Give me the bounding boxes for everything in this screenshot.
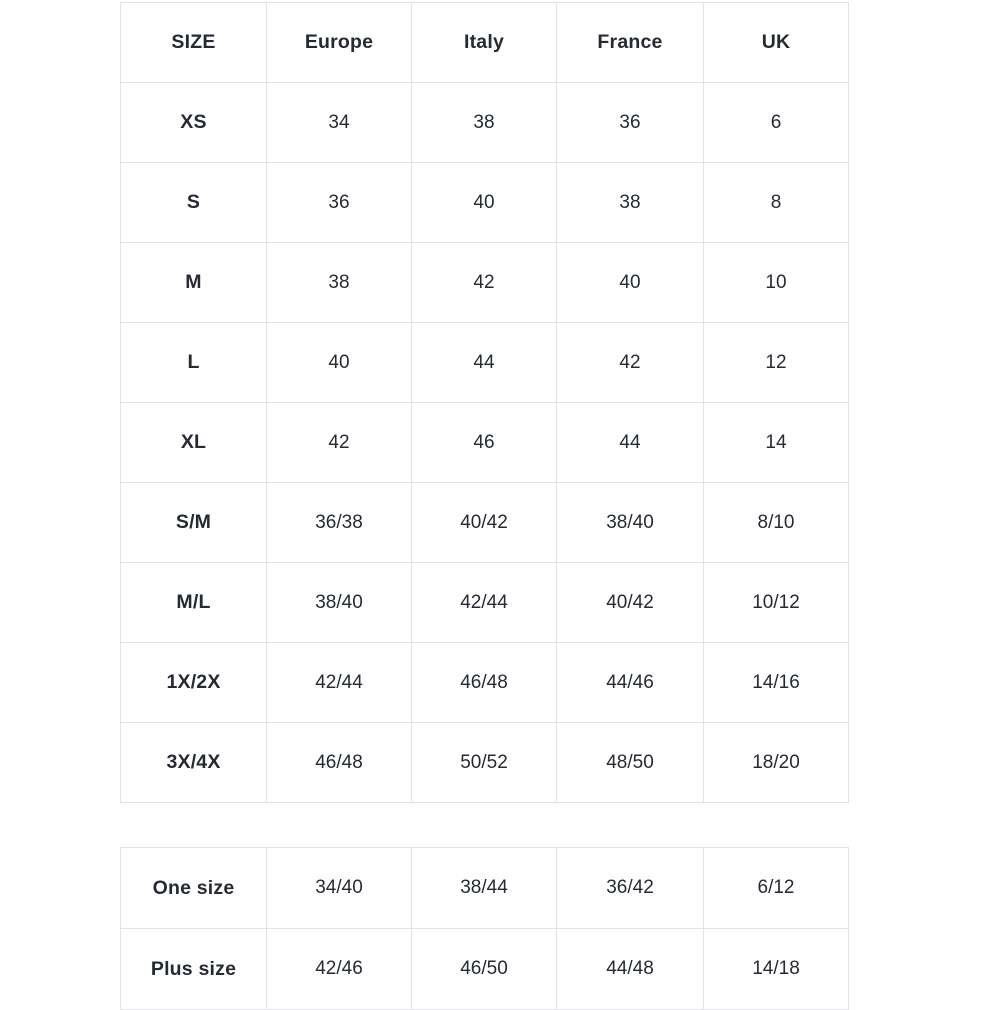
cell-size: M/L: [121, 563, 267, 643]
cell-uk: 14: [704, 403, 849, 483]
cell-uk: 8: [704, 163, 849, 243]
cell-europe: 46/48: [267, 723, 412, 803]
cell-size: 3X/4X: [121, 723, 267, 803]
table-row: [121, 243, 849, 323]
cell-size: S: [121, 163, 267, 243]
cell-uk: 10/12: [704, 563, 849, 643]
cell-europe: 42: [267, 403, 412, 483]
table-row: [121, 483, 849, 563]
table-row: [121, 83, 849, 163]
cell-size: S/M: [121, 483, 267, 563]
cell-uk: 14/16: [704, 643, 849, 723]
cell-europe: 42/46: [267, 929, 412, 1010]
cell-europe: 40: [267, 323, 412, 403]
table-row: [121, 323, 849, 403]
cell-europe: 34: [267, 83, 412, 163]
cell-europe: 38/40: [267, 563, 412, 643]
column-header-uk: UK: [704, 3, 849, 83]
cell-uk: 6/12: [704, 848, 849, 929]
cell-size: 1X/2X: [121, 643, 267, 723]
header-row: [121, 3, 849, 83]
table-header: [121, 3, 849, 83]
cell-italy: 42: [412, 243, 557, 323]
cell-france: 48/50: [557, 723, 704, 803]
cell-europe: 34/40: [267, 848, 412, 929]
column-header-france: France: [557, 3, 704, 83]
cell-size: L: [121, 323, 267, 403]
cell-italy: 40: [412, 163, 557, 243]
table-body: [121, 83, 849, 803]
cell-size: Plus size: [121, 929, 267, 1010]
cell-uk: 8/10: [704, 483, 849, 563]
cell-italy: 38/44: [412, 848, 557, 929]
table-row: [121, 723, 849, 803]
table-row: [121, 929, 849, 1010]
cell-france: 40/42: [557, 563, 704, 643]
cell-europe: 38: [267, 243, 412, 323]
cell-france: 44: [557, 403, 704, 483]
cell-uk: 12: [704, 323, 849, 403]
cell-italy: 46/48: [412, 643, 557, 723]
cell-france: 38: [557, 163, 704, 243]
table-row: [121, 163, 849, 243]
cell-size: XL: [121, 403, 267, 483]
cell-france: 36: [557, 83, 704, 163]
cell-france: 44/48: [557, 929, 704, 1010]
cell-europe: 42/44: [267, 643, 412, 723]
column-header-italy: Italy: [412, 3, 557, 83]
table-row: [121, 848, 849, 929]
table-row: [121, 643, 849, 723]
cell-italy: 42/44: [412, 563, 557, 643]
cell-italy: 40/42: [412, 483, 557, 563]
size-conversion-table: [120, 2, 849, 803]
cell-europe: 36/38: [267, 483, 412, 563]
cell-size: One size: [121, 848, 267, 929]
cell-italy: 44: [412, 323, 557, 403]
cell-uk: 18/20: [704, 723, 849, 803]
cell-europe: 36: [267, 163, 412, 243]
cell-italy: 50/52: [412, 723, 557, 803]
cell-france: 40: [557, 243, 704, 323]
cell-italy: 46/50: [412, 929, 557, 1010]
cell-uk: 6: [704, 83, 849, 163]
table-separator: [120, 803, 848, 847]
multi-size-conversion-table: [120, 847, 849, 1010]
cell-france: 44/46: [557, 643, 704, 723]
cell-france: 36/42: [557, 848, 704, 929]
column-header-europe: Europe: [267, 3, 412, 83]
cell-italy: 46: [412, 403, 557, 483]
cell-france: 42: [557, 323, 704, 403]
cell-size: XS: [121, 83, 267, 163]
table-row: [121, 563, 849, 643]
cell-france: 38/40: [557, 483, 704, 563]
column-header-size: SIZE: [121, 3, 267, 83]
cell-size: M: [121, 243, 267, 323]
cell-uk: 14/18: [704, 929, 849, 1010]
extra-table-body: [121, 848, 849, 1010]
cell-uk: 10: [704, 243, 849, 323]
table-row: [121, 403, 849, 483]
size-chart-container: [120, 2, 848, 1010]
cell-italy: 38: [412, 83, 557, 163]
